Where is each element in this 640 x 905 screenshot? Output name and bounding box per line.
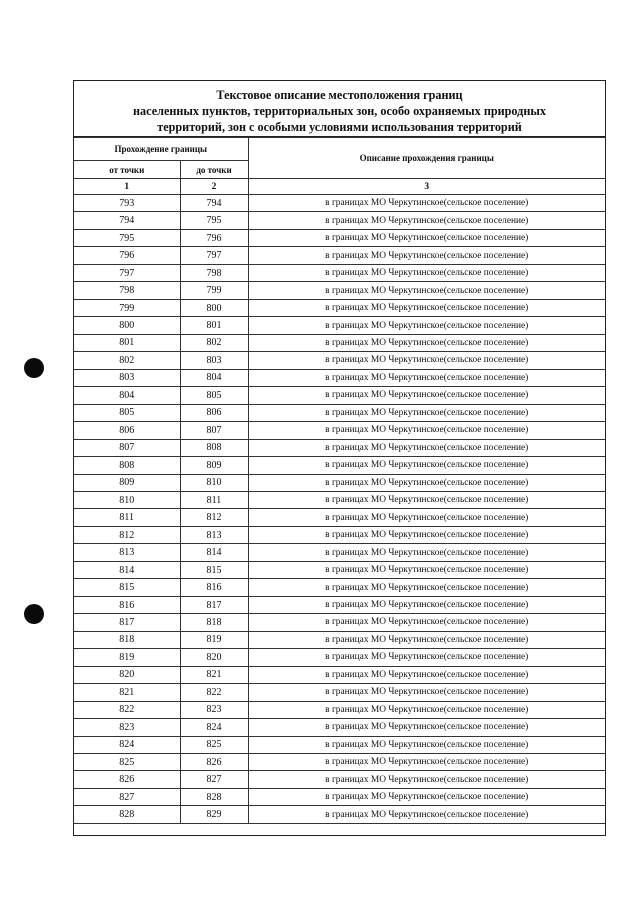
table-row xyxy=(74,299,605,316)
to-point-cell: 829 xyxy=(180,806,248,823)
from-point-cell: 810 xyxy=(74,491,180,508)
to-point-cell: 805 xyxy=(180,387,248,404)
to-point-cell: 828 xyxy=(180,788,248,805)
from-point-cell: 809 xyxy=(74,474,180,491)
from-point-cell: 826 xyxy=(74,771,180,788)
to-point-cell: 802 xyxy=(180,334,248,351)
from-point-cell: 799 xyxy=(74,299,180,316)
title-line-1: Текстовое описание местоположения границ xyxy=(216,88,463,102)
table-row xyxy=(74,317,605,334)
description-cell: в границах МО Черкутинское(сельское поселение) xyxy=(248,195,605,212)
table-row xyxy=(74,439,605,456)
from-point-cell: 801 xyxy=(74,334,180,351)
description-cell: в границах МО Черкутинское(сельское поселение) xyxy=(248,788,605,805)
table-row xyxy=(74,509,605,526)
document-title xyxy=(74,81,605,137)
to-point-cell: 816 xyxy=(180,579,248,596)
to-point-cell: 820 xyxy=(180,649,248,666)
table-row xyxy=(74,474,605,491)
from-point-cell: 800 xyxy=(74,317,180,334)
from-point-cell: 821 xyxy=(74,684,180,701)
description-cell: в границах МО Черкутинское(сельское поселение) xyxy=(248,806,605,823)
description-cell: в границах МО Черкутинское(сельское поселение) xyxy=(248,509,605,526)
to-point-cell: 813 xyxy=(180,526,248,543)
table-row xyxy=(74,334,605,351)
title-line-2: населенных пунктов, территориальных зон, особо охраняемых природных xyxy=(133,104,546,118)
from-point-cell: 825 xyxy=(74,754,180,771)
to-point-cell: 823 xyxy=(180,701,248,718)
from-point-cell: 796 xyxy=(74,247,180,264)
table-row xyxy=(74,229,605,246)
table-row xyxy=(74,701,605,718)
table-row xyxy=(74,631,605,648)
description-cell: в границах МО Черкутинское(сельское поселение) xyxy=(248,387,605,404)
header-description: Описание прохождения границы xyxy=(248,138,605,179)
from-point-cell: 798 xyxy=(74,282,180,299)
from-point-cell: 823 xyxy=(74,719,180,736)
from-point-cell: 804 xyxy=(74,387,180,404)
table-body xyxy=(74,195,605,824)
to-point-cell: 827 xyxy=(180,771,248,788)
from-point-cell: 818 xyxy=(74,631,180,648)
from-point-cell: 811 xyxy=(74,509,180,526)
description-cell: в границах МО Черкутинское(сельское поселение) xyxy=(248,422,605,439)
from-point-cell: 802 xyxy=(74,352,180,369)
to-point-cell: 798 xyxy=(180,264,248,281)
description-cell: в границах МО Черкутинское(сельское поселение) xyxy=(248,334,605,351)
description-cell: в границах МО Черкутинское(сельское поселение) xyxy=(248,457,605,474)
from-point-cell: 814 xyxy=(74,561,180,578)
description-cell: в границах МО Черкутинское(сельское поселение) xyxy=(248,299,605,316)
from-point-cell: 827 xyxy=(74,788,180,805)
table-row xyxy=(74,526,605,543)
table-row xyxy=(74,579,605,596)
description-cell: в границах МО Черкутинское(сельское поселение) xyxy=(248,561,605,578)
to-point-cell: 800 xyxy=(180,299,248,316)
table-row xyxy=(74,561,605,578)
description-cell: в границах МО Черкутинское(сельское поселение) xyxy=(248,631,605,648)
boundary-table xyxy=(74,137,605,824)
from-point-cell: 822 xyxy=(74,701,180,718)
header-passage: Прохождение границы xyxy=(74,138,248,161)
to-point-cell: 810 xyxy=(180,474,248,491)
table-row xyxy=(74,684,605,701)
from-point-cell: 813 xyxy=(74,544,180,561)
description-cell: в границах МО Черкутинское(сельское поселение) xyxy=(248,596,605,613)
description-cell: в границах МО Черкутинское(сельское поселение) xyxy=(248,229,605,246)
description-cell: в границах МО Черкутинское(сельское поселение) xyxy=(248,754,605,771)
title-line-3: территорий, зон с особыми условиями использования территорий xyxy=(157,120,522,134)
to-point-cell: 799 xyxy=(180,282,248,299)
header-to-point: до точки xyxy=(180,161,248,179)
to-point-cell: 806 xyxy=(180,404,248,421)
header-col-number-2: 2 xyxy=(180,179,248,195)
to-point-cell: 797 xyxy=(180,247,248,264)
description-cell: в границах МО Черкутинское(сельское поселение) xyxy=(248,439,605,456)
from-point-cell: 794 xyxy=(74,212,180,229)
from-point-cell: 805 xyxy=(74,404,180,421)
from-point-cell: 803 xyxy=(74,369,180,386)
to-point-cell: 818 xyxy=(180,614,248,631)
description-cell: в границах МО Черкутинское(сельское поселение) xyxy=(248,404,605,421)
from-point-cell: 819 xyxy=(74,649,180,666)
table-row xyxy=(74,719,605,736)
header-from-point: от точки xyxy=(74,161,180,179)
description-cell: в границах МО Черкутинское(сельское поселение) xyxy=(248,212,605,229)
binder-hole-bottom xyxy=(24,604,44,624)
header-col-number-3: 3 xyxy=(248,179,605,195)
table-row xyxy=(74,544,605,561)
to-point-cell: 796 xyxy=(180,229,248,246)
to-point-cell: 819 xyxy=(180,631,248,648)
to-point-cell: 803 xyxy=(180,352,248,369)
to-point-cell: 824 xyxy=(180,719,248,736)
to-point-cell: 808 xyxy=(180,439,248,456)
to-point-cell: 817 xyxy=(180,596,248,613)
description-cell: в границах МО Черкутинское(сельское поселение) xyxy=(248,282,605,299)
table-row xyxy=(74,264,605,281)
to-point-cell: 815 xyxy=(180,561,248,578)
table-row xyxy=(74,247,605,264)
description-cell: в границах МО Черкутинское(сельское поселение) xyxy=(248,719,605,736)
to-point-cell: 811 xyxy=(180,491,248,508)
description-cell: в границах МО Черкутинское(сельское поселение) xyxy=(248,666,605,683)
description-cell: в границах МО Черкутинское(сельское поселение) xyxy=(248,701,605,718)
description-cell: в границах МО Черкутинское(сельское поселение) xyxy=(248,474,605,491)
table-row xyxy=(74,282,605,299)
to-point-cell: 826 xyxy=(180,754,248,771)
table-row xyxy=(74,404,605,421)
from-point-cell: 793 xyxy=(74,195,180,212)
binder-hole-top xyxy=(24,358,44,378)
description-cell: в границах МО Черкутинское(сельское поселение) xyxy=(248,771,605,788)
description-cell: в границах МО Черкутинское(сельское поселение) xyxy=(248,544,605,561)
description-cell: в границах МО Черкутинское(сельское поселение) xyxy=(248,491,605,508)
to-point-cell: 801 xyxy=(180,317,248,334)
header-col-number-1: 1 xyxy=(74,179,180,195)
table-row xyxy=(74,212,605,229)
from-point-cell: 828 xyxy=(74,806,180,823)
document-frame xyxy=(73,80,606,836)
to-point-cell: 821 xyxy=(180,666,248,683)
description-cell: в границах МО Черкутинское(сельское поселение) xyxy=(248,247,605,264)
table-row xyxy=(74,195,605,212)
description-cell: в границах МО Черкутинское(сельское поселение) xyxy=(248,317,605,334)
description-cell: в границах МО Черкутинское(сельское поселение) xyxy=(248,369,605,386)
description-cell: в границах МО Черкутинское(сельское поселение) xyxy=(248,736,605,753)
to-point-cell: 825 xyxy=(180,736,248,753)
to-point-cell: 795 xyxy=(180,212,248,229)
table-row xyxy=(74,771,605,788)
from-point-cell: 812 xyxy=(74,526,180,543)
from-point-cell: 824 xyxy=(74,736,180,753)
to-point-cell: 807 xyxy=(180,422,248,439)
description-cell: в границах МО Черкутинское(сельское поселение) xyxy=(248,526,605,543)
table-row xyxy=(74,596,605,613)
from-point-cell: 807 xyxy=(74,439,180,456)
table-row xyxy=(74,491,605,508)
from-point-cell: 806 xyxy=(74,422,180,439)
description-cell: в границах МО Черкутинское(сельское поселение) xyxy=(248,579,605,596)
from-point-cell: 815 xyxy=(74,579,180,596)
to-point-cell: 809 xyxy=(180,457,248,474)
description-cell: в границах МО Черкутинское(сельское поселение) xyxy=(248,352,605,369)
description-cell: в границах МО Черкутинское(сельское поселение) xyxy=(248,264,605,281)
description-cell: в границах МО Черкутинское(сельское поселение) xyxy=(248,684,605,701)
to-point-cell: 812 xyxy=(180,509,248,526)
table-row xyxy=(74,788,605,805)
from-point-cell: 817 xyxy=(74,614,180,631)
table-row xyxy=(74,666,605,683)
table-row xyxy=(74,614,605,631)
from-point-cell: 816 xyxy=(74,596,180,613)
table-row xyxy=(74,369,605,386)
from-point-cell: 797 xyxy=(74,264,180,281)
to-point-cell: 822 xyxy=(180,684,248,701)
to-point-cell: 814 xyxy=(180,544,248,561)
from-point-cell: 808 xyxy=(74,457,180,474)
table-row xyxy=(74,352,605,369)
to-point-cell: 804 xyxy=(180,369,248,386)
table-row xyxy=(74,736,605,753)
table-row xyxy=(74,457,605,474)
description-cell: в границах МО Черкутинское(сельское поселение) xyxy=(248,614,605,631)
description-cell: в границах МО Черкутинское(сельское поселение) xyxy=(248,649,605,666)
table-row xyxy=(74,754,605,771)
table-row xyxy=(74,387,605,404)
table-row xyxy=(74,422,605,439)
from-point-cell: 820 xyxy=(74,666,180,683)
table-row xyxy=(74,806,605,823)
from-point-cell: 795 xyxy=(74,229,180,246)
to-point-cell: 794 xyxy=(180,195,248,212)
table-row xyxy=(74,649,605,666)
